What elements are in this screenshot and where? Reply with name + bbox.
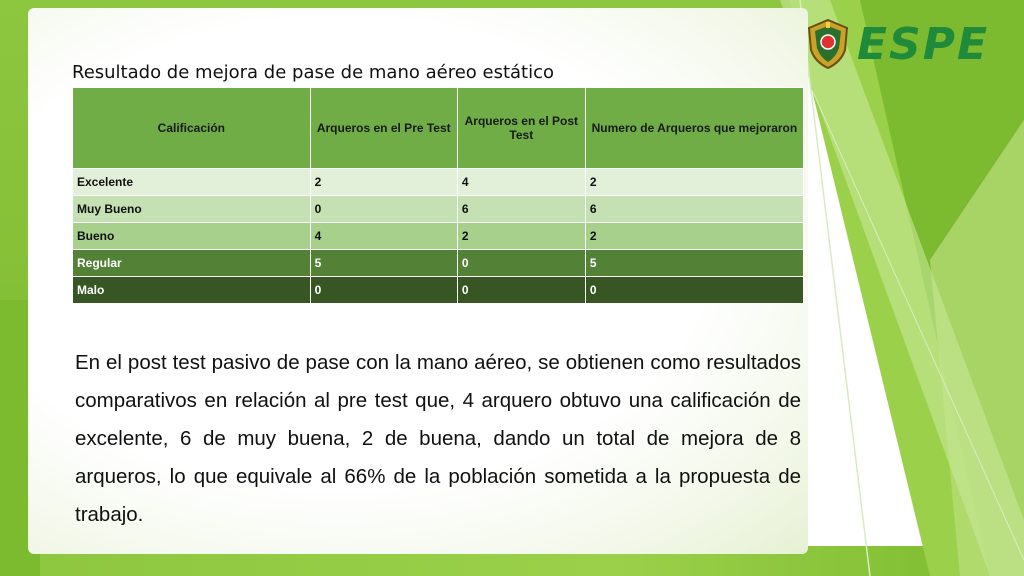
table-cell: 0 bbox=[310, 277, 457, 304]
table-cell: 2 bbox=[457, 223, 585, 250]
table-cell: Malo bbox=[73, 277, 311, 304]
table-row bbox=[73, 223, 804, 250]
table-cell: 6 bbox=[457, 196, 585, 223]
table-cell: 2 bbox=[585, 223, 803, 250]
results-table bbox=[72, 87, 804, 304]
table-row bbox=[73, 196, 804, 223]
table-cell: 5 bbox=[310, 250, 457, 277]
table-cell: 0 bbox=[457, 250, 585, 277]
column-header: Arqueros en el Post Test bbox=[457, 88, 585, 169]
body-paragraph: En el post test pasivo de pase con la mano aéreo, se obtienen como resultados comparativos en relación al pre test que, 4 arquero obtuvo una calificación de excelente, 6 de muy buena, 2 de buena, dando un total de mejora de 8 arqueros, lo que equivale al 66% de la población sometida a la propuesta de trabajo. bbox=[75, 351, 801, 526]
table-cell: Regular bbox=[73, 250, 311, 277]
table-cell: Bueno bbox=[73, 223, 311, 250]
table-cell: 0 bbox=[310, 196, 457, 223]
table-row bbox=[73, 169, 804, 196]
logo-text: ESPE bbox=[857, 18, 990, 70]
table-cell: 0 bbox=[585, 277, 803, 304]
table-row bbox=[73, 250, 804, 277]
column-header: Calificación bbox=[73, 88, 311, 169]
table-cell: 0 bbox=[457, 277, 585, 304]
table-cell: 6 bbox=[585, 196, 803, 223]
table-cell: 4 bbox=[310, 223, 457, 250]
column-header: Numero de Arqueros que mejoraron bbox=[585, 88, 803, 169]
shield-icon bbox=[805, 18, 851, 70]
table-header-row bbox=[73, 88, 804, 169]
table-cell: 2 bbox=[585, 169, 803, 196]
table-cell: 5 bbox=[585, 250, 803, 277]
table-cell: 2 bbox=[310, 169, 457, 196]
table-cell: 4 bbox=[457, 169, 585, 196]
table-cell: Muy Bueno bbox=[73, 196, 311, 223]
table-row bbox=[73, 277, 804, 304]
table-cell: Excelente bbox=[73, 169, 311, 196]
column-header: Arqueros en el Pre Test bbox=[310, 88, 457, 169]
espe-logo bbox=[805, 16, 1005, 72]
slide-title: Resultado de mejora de pase de mano aéreo estático bbox=[72, 62, 555, 83]
